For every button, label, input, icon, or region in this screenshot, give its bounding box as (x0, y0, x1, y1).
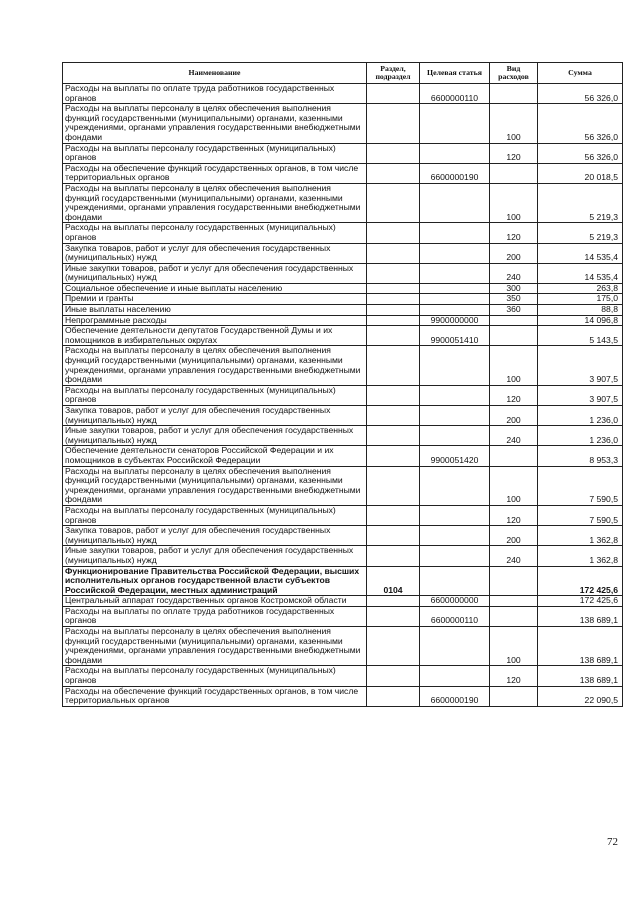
table-row (63, 385, 623, 405)
row-sum: 175,0 (538, 294, 623, 305)
row-sum: 172 425,6 (538, 596, 623, 607)
row-section (367, 526, 420, 546)
row-expense-type: 200 (490, 243, 538, 263)
row-sum: 5 219,3 (538, 183, 623, 222)
row-target-code: 9900051420 (420, 446, 490, 466)
row-expense-type: 240 (490, 546, 538, 566)
row-target-code (420, 143, 490, 163)
table-body (63, 84, 623, 707)
table-row (63, 294, 623, 305)
table-row (63, 526, 623, 546)
row-target-code: 6600000110 (420, 84, 490, 104)
row-expense-type (490, 606, 538, 626)
row-sum: 138 689,1 (538, 627, 623, 666)
row-expense-type: 200 (490, 406, 538, 426)
row-expense-type (490, 326, 538, 346)
table-row (63, 686, 623, 706)
row-name: Функционирование Правительства Российской Федерации, высших исполнительных органов государственной власти субъектов Российской Федерации, местных администраций (63, 566, 367, 596)
row-name: Премии и гранты (63, 294, 367, 305)
row-section (367, 84, 420, 104)
row-target-code (420, 183, 490, 222)
row-sum: 7 590,5 (538, 466, 623, 505)
row-name: Обеспечение деятельности депутатов Государственной Думы и их помощников в избирательных округах (63, 326, 367, 346)
row-name: Расходы на выплаты персоналу государственных (муниципальных) органов (63, 666, 367, 686)
row-section (367, 446, 420, 466)
table-row (63, 505, 623, 525)
row-name: Расходы на выплаты персоналу в целях обеспечения выполнения функций государственными (муниципальными) органами, казенными учреждениями, органами управления государственными внебюджетными фондами (63, 183, 367, 222)
row-expense-type: 100 (490, 466, 538, 505)
row-sum: 138 689,1 (538, 666, 623, 686)
row-sum: 138 689,1 (538, 606, 623, 626)
row-section (367, 163, 420, 183)
row-section (367, 305, 420, 316)
row-section (367, 466, 420, 505)
row-section: 0104 (367, 566, 420, 596)
row-sum: 14 096,8 (538, 315, 623, 326)
table-row (63, 606, 623, 626)
budget-table (62, 62, 623, 707)
row-target-code (420, 223, 490, 243)
row-sum: 263,8 (538, 283, 623, 294)
row-expense-type: 120 (490, 223, 538, 243)
table-row (63, 326, 623, 346)
row-section (367, 406, 420, 426)
row-name: Расходы на выплаты по оплате труда работников государственных органов (63, 606, 367, 626)
row-name: Закупка товаров, работ и услуг для обеспечения государственных (муниципальных) нужд (63, 526, 367, 546)
row-target-code (420, 546, 490, 566)
row-name: Расходы на выплаты персоналу государственных (муниципальных) органов (63, 143, 367, 163)
row-name: Расходы на обеспечение функций государственных органов, в том числе территориальных органов (63, 163, 367, 183)
row-expense-type (490, 163, 538, 183)
table-row (63, 566, 623, 596)
row-target-code (420, 305, 490, 316)
row-sum: 7 590,5 (538, 505, 623, 525)
row-target-code (420, 526, 490, 546)
row-sum: 14 535,4 (538, 263, 623, 283)
row-section (367, 596, 420, 607)
row-name: Расходы на выплаты персоналу в целях обеспечения выполнения функций государственными (муниципальными) органами, казенными учреждениями, органами управления государственными внебюджетными фондами (63, 104, 367, 143)
row-target-code (420, 294, 490, 305)
row-name: Расходы на выплаты персоналу в целях обеспечения выполнения функций государственными (муниципальными) органами, казенными учреждениями, органами управления государственными внебюджетными фондами (63, 627, 367, 666)
row-sum: 56 326,0 (538, 143, 623, 163)
row-sum: 1 236,0 (538, 426, 623, 446)
row-name: Расходы на выплаты персоналу государственных (муниципальных) органов (63, 223, 367, 243)
row-expense-type: 100 (490, 104, 538, 143)
table-row (63, 263, 623, 283)
table-row (63, 84, 623, 104)
row-target-code (420, 263, 490, 283)
row-target-code: 9900051410 (420, 326, 490, 346)
header-section: Раздел, подраздел (367, 63, 420, 84)
table-row (63, 104, 623, 143)
row-target-code (420, 385, 490, 405)
row-section (367, 426, 420, 446)
row-expense-type: 350 (490, 294, 538, 305)
row-sum: 5 143,5 (538, 326, 623, 346)
row-name: Расходы на обеспечение функций государственных органов, в том числе территориальных органов (63, 686, 367, 706)
row-section (367, 326, 420, 346)
row-section (367, 294, 420, 305)
table-row (63, 163, 623, 183)
row-name: Социальное обеспечение и иные выплаты населению (63, 283, 367, 294)
row-expense-type: 240 (490, 263, 538, 283)
row-expense-type: 100 (490, 183, 538, 222)
row-expense-type: 240 (490, 426, 538, 446)
row-sum: 14 535,4 (538, 243, 623, 263)
row-sum: 56 326,0 (538, 104, 623, 143)
row-target-code: 9900000000 (420, 315, 490, 326)
row-expense-type: 100 (490, 627, 538, 666)
row-target-code: 6600000190 (420, 686, 490, 706)
row-expense-type (490, 84, 538, 104)
row-expense-type (490, 446, 538, 466)
table-row (63, 546, 623, 566)
row-section (367, 546, 420, 566)
row-section (367, 627, 420, 666)
row-target-code: 6600000110 (420, 606, 490, 626)
row-sum: 22 090,5 (538, 686, 623, 706)
row-name: Закупка товаров, работ и услуг для обеспечения государственных (муниципальных) нужд (63, 243, 367, 263)
row-sum: 88,8 (538, 305, 623, 316)
row-expense-type: 120 (490, 666, 538, 686)
header-target: Целевая статья (420, 63, 490, 84)
row-section (367, 505, 420, 525)
table-row (63, 223, 623, 243)
row-target-code (420, 505, 490, 525)
row-section (367, 666, 420, 686)
row-name: Центральный аппарат государственных органов Костромской области (63, 596, 367, 607)
row-expense-type (490, 596, 538, 607)
row-name: Иные выплаты населению (63, 305, 367, 316)
table-header-row (63, 63, 623, 84)
row-sum: 1 236,0 (538, 406, 623, 426)
row-sum: 1 362,8 (538, 526, 623, 546)
row-name: Закупка товаров, работ и услуг для обеспечения государственных (муниципальных) нужд (63, 406, 367, 426)
row-target-code (420, 104, 490, 143)
row-sum: 8 953,3 (538, 446, 623, 466)
row-name: Непрограммные расходы (63, 315, 367, 326)
row-target-code (420, 243, 490, 263)
row-sum: 5 219,3 (538, 223, 623, 243)
row-target-code (420, 346, 490, 385)
row-sum: 56 326,0 (538, 84, 623, 104)
row-section (367, 263, 420, 283)
row-target-code (420, 566, 490, 596)
table-row (63, 315, 623, 326)
row-name: Расходы на выплаты персоналу в целях обеспечения выполнения функций государственными (муниципальными) органами, казенными учреждениями, органами управления государственными внебюджетными фондами (63, 466, 367, 505)
row-sum: 3 907,5 (538, 346, 623, 385)
row-expense-type: 120 (490, 385, 538, 405)
row-target-code (420, 406, 490, 426)
row-section (367, 104, 420, 143)
table-row (63, 426, 623, 446)
table-row (63, 466, 623, 505)
table-row (63, 243, 623, 263)
row-expense-type: 100 (490, 346, 538, 385)
row-target-code: 6600000000 (420, 596, 490, 607)
table-row (63, 183, 623, 222)
table-row (63, 143, 623, 163)
row-target-code (420, 627, 490, 666)
row-section (367, 606, 420, 626)
table-row (63, 283, 623, 294)
row-name: Расходы на выплаты персоналу в целях обеспечения выполнения функций государственными (муниципальными) органами, казенными учреждениями, органами управления государственными внебюджетными фондами (63, 346, 367, 385)
row-section (367, 143, 420, 163)
table-row (63, 346, 623, 385)
row-section (367, 315, 420, 326)
row-expense-type: 200 (490, 526, 538, 546)
row-name: Иные закупки товаров, работ и услуг для обеспечения государственных (муниципальных) нужд (63, 263, 367, 283)
row-section (367, 686, 420, 706)
table-row (63, 446, 623, 466)
row-section (367, 243, 420, 263)
row-section (367, 346, 420, 385)
row-expense-type (490, 315, 538, 326)
row-section (367, 283, 420, 294)
row-expense-type (490, 686, 538, 706)
row-target-code: 6600000190 (420, 163, 490, 183)
row-section (367, 223, 420, 243)
table-row (63, 627, 623, 666)
row-expense-type (490, 566, 538, 596)
row-target-code (420, 466, 490, 505)
row-target-code (420, 283, 490, 294)
header-name: Наименование (63, 63, 367, 84)
row-section (367, 385, 420, 405)
header-type: Вид расходов (490, 63, 538, 84)
row-target-code (420, 666, 490, 686)
table-row (63, 406, 623, 426)
row-name: Обеспечение деятельности сенаторов Российской Федерации и их помощников в субъектах Российской Федерации (63, 446, 367, 466)
row-expense-type: 300 (490, 283, 538, 294)
row-sum: 172 425,6 (538, 566, 623, 596)
row-sum: 3 907,5 (538, 385, 623, 405)
row-sum: 20 018,5 (538, 163, 623, 183)
table-row (63, 666, 623, 686)
page-number: 72 (607, 836, 618, 848)
table-row (63, 596, 623, 607)
row-name: Расходы на выплаты персоналу государственных (муниципальных) органов (63, 505, 367, 525)
row-expense-type: 120 (490, 143, 538, 163)
row-name: Расходы на выплаты по оплате труда работников государственных органов (63, 84, 367, 104)
row-name: Иные закупки товаров, работ и услуг для обеспечения государственных (муниципальных) нужд (63, 426, 367, 446)
row-name: Иные закупки товаров, работ и услуг для обеспечения государственных (муниципальных) нужд (63, 546, 367, 566)
header-sum: Сумма (538, 63, 623, 84)
row-name: Расходы на выплаты персоналу государственных (муниципальных) органов (63, 385, 367, 405)
row-target-code (420, 426, 490, 446)
row-section (367, 183, 420, 222)
row-expense-type: 120 (490, 505, 538, 525)
table-row (63, 305, 623, 316)
row-expense-type: 360 (490, 305, 538, 316)
row-sum: 1 362,8 (538, 546, 623, 566)
